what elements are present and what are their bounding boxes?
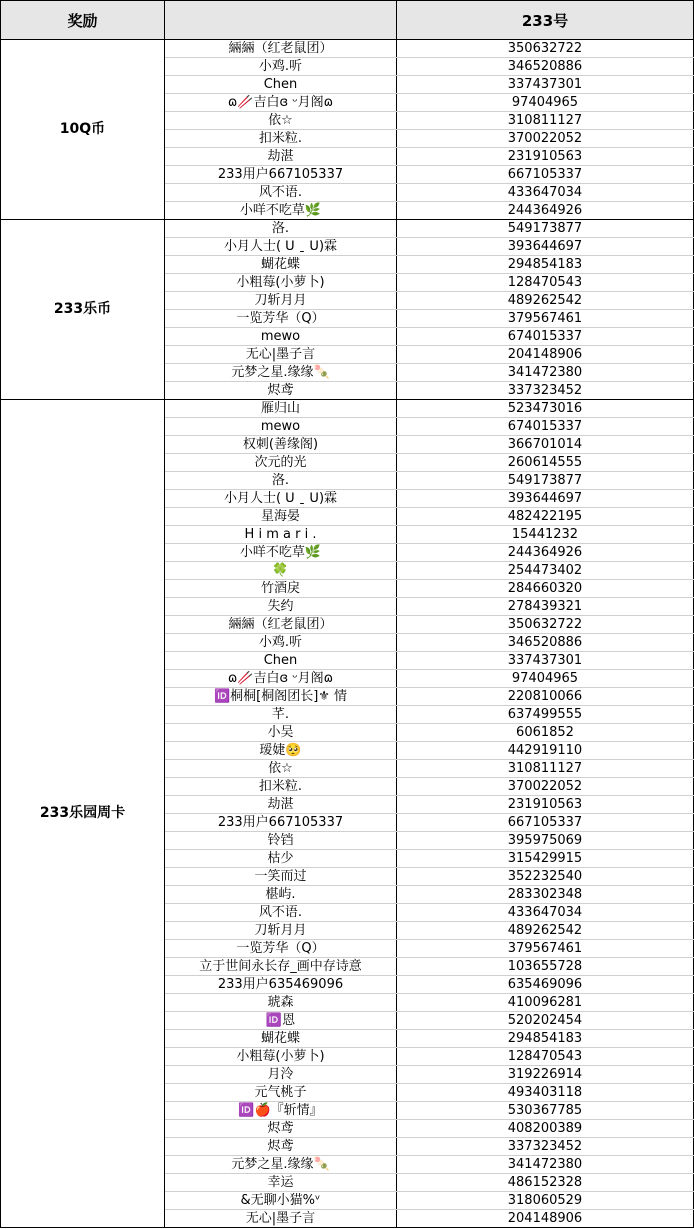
winner-id: 482422195 <box>397 508 694 526</box>
winner-id: 674015337 <box>397 418 694 436</box>
winner-name: Chen <box>165 76 397 94</box>
winner-id: 15441232 <box>397 526 694 544</box>
winner-name: 风不语. <box>165 184 397 202</box>
winner-name: 瑷婕🥺 <box>165 742 397 760</box>
winner-id: 493403118 <box>397 1084 694 1102</box>
winner-name: 立于世间永长存_画中存诗意 <box>165 958 397 976</box>
winner-id: 220810066 <box>397 688 694 706</box>
winner-name: 小月人士( ᑌ ˍ ᑌ)霖 <box>165 490 397 508</box>
winner-name: 劫湛 <box>165 148 397 166</box>
header-id: 233号 <box>397 1 694 40</box>
winner-id: 97404965 <box>397 94 694 112</box>
winner-id: 337437301 <box>397 652 694 670</box>
winner-id: 337323452 <box>397 382 694 400</box>
winner-name: 小鸡.听 <box>165 58 397 76</box>
winner-id: 433647034 <box>397 184 694 202</box>
winner-id: 103655728 <box>397 958 694 976</box>
winner-name: 233用户635469096 <box>165 976 397 994</box>
winner-id: 442919110 <box>397 742 694 760</box>
winner-name: 蝴花蝶 <box>165 1030 397 1048</box>
table-row <box>1 40 694 58</box>
winner-name: 琥森 <box>165 994 397 1012</box>
winner-id: 433647034 <box>397 904 694 922</box>
winner-name: 风不语. <box>165 904 397 922</box>
winner-id: 410096281 <box>397 994 694 1012</box>
winner-id: 352232540 <box>397 868 694 886</box>
winner-id: 523473016 <box>397 400 694 418</box>
winner-name: 233用户667105337 <box>165 814 397 832</box>
winner-name: 洛. <box>165 472 397 490</box>
header-row <box>1 1 694 40</box>
winner-name: 小粗莓(小萝卜) <box>165 1048 397 1066</box>
winner-id: 294854183 <box>397 1030 694 1048</box>
winner-name: 洛. <box>165 220 397 238</box>
winner-name: ɷ🥢吉白ɞ ᵕ月阁ɷ <box>165 670 397 688</box>
winner-name: ɷ🥢吉白ɞ ᵕ月阁ɷ <box>165 94 397 112</box>
winner-name: H i m a r i . <box>165 526 397 544</box>
winner-id: 370022052 <box>397 778 694 796</box>
winner-name: 🆔桐桐[桐阁团长]⚜ 情 <box>165 688 397 706</box>
winner-id: 204148906 <box>397 346 694 364</box>
winner-name: 小粗莓(小萝卜) <box>165 274 397 292</box>
winner-id: 667105337 <box>397 166 694 184</box>
winner-id: 337437301 <box>397 76 694 94</box>
header-reward: 奖励 <box>1 1 165 40</box>
winner-name: 烬鸢 <box>165 382 397 400</box>
winner-name: 竹酒戾 <box>165 580 397 598</box>
winner-id: 346520886 <box>397 58 694 76</box>
winner-name: 元气桃子 <box>165 1084 397 1102</box>
winner-name: &无聊小猫%ᵛ <box>165 1192 397 1210</box>
winner-id: 370022052 <box>397 130 694 148</box>
winner-name: 月泠 <box>165 1066 397 1084</box>
winner-id: 128470543 <box>397 274 694 292</box>
winner-name: 小鸡.听 <box>165 634 397 652</box>
winner-id: 315429915 <box>397 850 694 868</box>
winner-id: 260614555 <box>397 454 694 472</box>
winner-name: 🆔🍎『斩情』 <box>165 1102 397 1120</box>
winner-id: 310811127 <box>397 760 694 778</box>
winner-name: 元梦之星.缘缘🍡 <box>165 364 397 382</box>
winner-name: 雁归山 <box>165 400 397 418</box>
winner-id: 408200389 <box>397 1120 694 1138</box>
winner-name: 烬鸢 <box>165 1138 397 1156</box>
winner-name: 劫湛 <box>165 796 397 814</box>
winner-name: 椹屿. <box>165 886 397 904</box>
winner-id: 549173877 <box>397 472 694 490</box>
winner-id: 530367785 <box>397 1102 694 1120</box>
winner-id: 310811127 <box>397 112 694 130</box>
winner-name: 次元的光 <box>165 454 397 472</box>
winner-id: 97404965 <box>397 670 694 688</box>
winner-id: 489262542 <box>397 292 694 310</box>
winner-id: 520202454 <box>397 1012 694 1030</box>
winner-id: 674015337 <box>397 328 694 346</box>
winner-id: 318060529 <box>397 1192 694 1210</box>
winner-name: 幸运 <box>165 1174 397 1192</box>
winner-id: 549173877 <box>397 220 694 238</box>
winner-name: 权刺(善缘阁) <box>165 436 397 454</box>
winner-id: 231910563 <box>397 796 694 814</box>
winner-name: 枯少 <box>165 850 397 868</box>
winner-name: 扣米粒. <box>165 130 397 148</box>
winner-id: 341472380 <box>397 364 694 382</box>
winner-id: 244364926 <box>397 544 694 562</box>
winner-name: 刀斩月月 <box>165 292 397 310</box>
winner-name: Chen <box>165 652 397 670</box>
winner-id: 379567461 <box>397 940 694 958</box>
winner-id: 278439321 <box>397 598 694 616</box>
winner-id: 350632722 <box>397 40 694 58</box>
winner-name: 无心|墨子言 <box>165 1210 397 1228</box>
winner-name: 小吴 <box>165 724 397 742</box>
winner-id: 393644697 <box>397 490 694 508</box>
winner-id: 350632722 <box>397 616 694 634</box>
winner-name: 扣米粒. <box>165 778 397 796</box>
winner-name: 失约 <box>165 598 397 616</box>
winner-name: 无心|墨子言 <box>165 346 397 364</box>
winner-id: 294854183 <box>397 256 694 274</box>
header-name <box>165 1 397 40</box>
winner-name: 依☆ <box>165 112 397 130</box>
table-row <box>1 400 694 418</box>
winner-id: 486152328 <box>397 1174 694 1192</box>
winner-id: 337323452 <box>397 1138 694 1156</box>
winner-id: 393644697 <box>397 238 694 256</box>
winner-id: 489262542 <box>397 922 694 940</box>
winner-name: 星海晏 <box>165 508 397 526</box>
winner-name: 🆔恩 <box>165 1012 397 1030</box>
winner-id: 6061852 <box>397 724 694 742</box>
winner-id: 395975069 <box>397 832 694 850</box>
winner-name: 一笑而过 <box>165 868 397 886</box>
winner-id: 284660320 <box>397 580 694 598</box>
winner-name: 緉緉（红老鼠团） <box>165 40 397 58</box>
reward-category: 233乐币 <box>1 220 165 400</box>
winner-name: 刀斩月月 <box>165 922 397 940</box>
winner-name: mewo <box>165 418 397 436</box>
winner-name: 一览芳华（Q） <box>165 310 397 328</box>
winner-id: 341472380 <box>397 1156 694 1174</box>
winner-name: 小咩不吃草🌿 <box>165 202 397 220</box>
winner-name: 铃铛 <box>165 832 397 850</box>
winner-name: 元梦之星.缘缘🍡 <box>165 1156 397 1174</box>
winner-name: 依☆ <box>165 760 397 778</box>
reward-category: 233乐园周卡 <box>1 400 165 1228</box>
winner-name: 緉緉（红老鼠团） <box>165 616 397 634</box>
reward-category: 10Q币 <box>1 40 165 220</box>
winner-id: 379567461 <box>397 310 694 328</box>
winner-id: 366701014 <box>397 436 694 454</box>
winner-name: 一览芳华（Q） <box>165 940 397 958</box>
winner-id: 346520886 <box>397 634 694 652</box>
winner-name: 小月人士( ᑌ ˍ ᑌ)霖 <box>165 238 397 256</box>
winner-id: 637499555 <box>397 706 694 724</box>
table-row <box>1 220 694 238</box>
winner-name: 233用户667105337 <box>165 166 397 184</box>
winner-id: 244364926 <box>397 202 694 220</box>
winner-name: mewo <box>165 328 397 346</box>
winner-id: 128470543 <box>397 1048 694 1066</box>
winner-name: 烬鸢 <box>165 1120 397 1138</box>
winner-id: 254473402 <box>397 562 694 580</box>
winner-id: 667105337 <box>397 814 694 832</box>
winner-id: 231910563 <box>397 148 694 166</box>
winner-id: 283302348 <box>397 886 694 904</box>
winner-id: 204148906 <box>397 1210 694 1228</box>
winner-name: 蝴花蝶 <box>165 256 397 274</box>
winner-name: 🍀 <box>165 562 397 580</box>
winner-id: 635469096 <box>397 976 694 994</box>
winner-name: 芊. <box>165 706 397 724</box>
winner-id: 319226914 <box>397 1066 694 1084</box>
winner-name: 小咩不吃草🌿 <box>165 544 397 562</box>
table-body <box>1 40 694 1228</box>
